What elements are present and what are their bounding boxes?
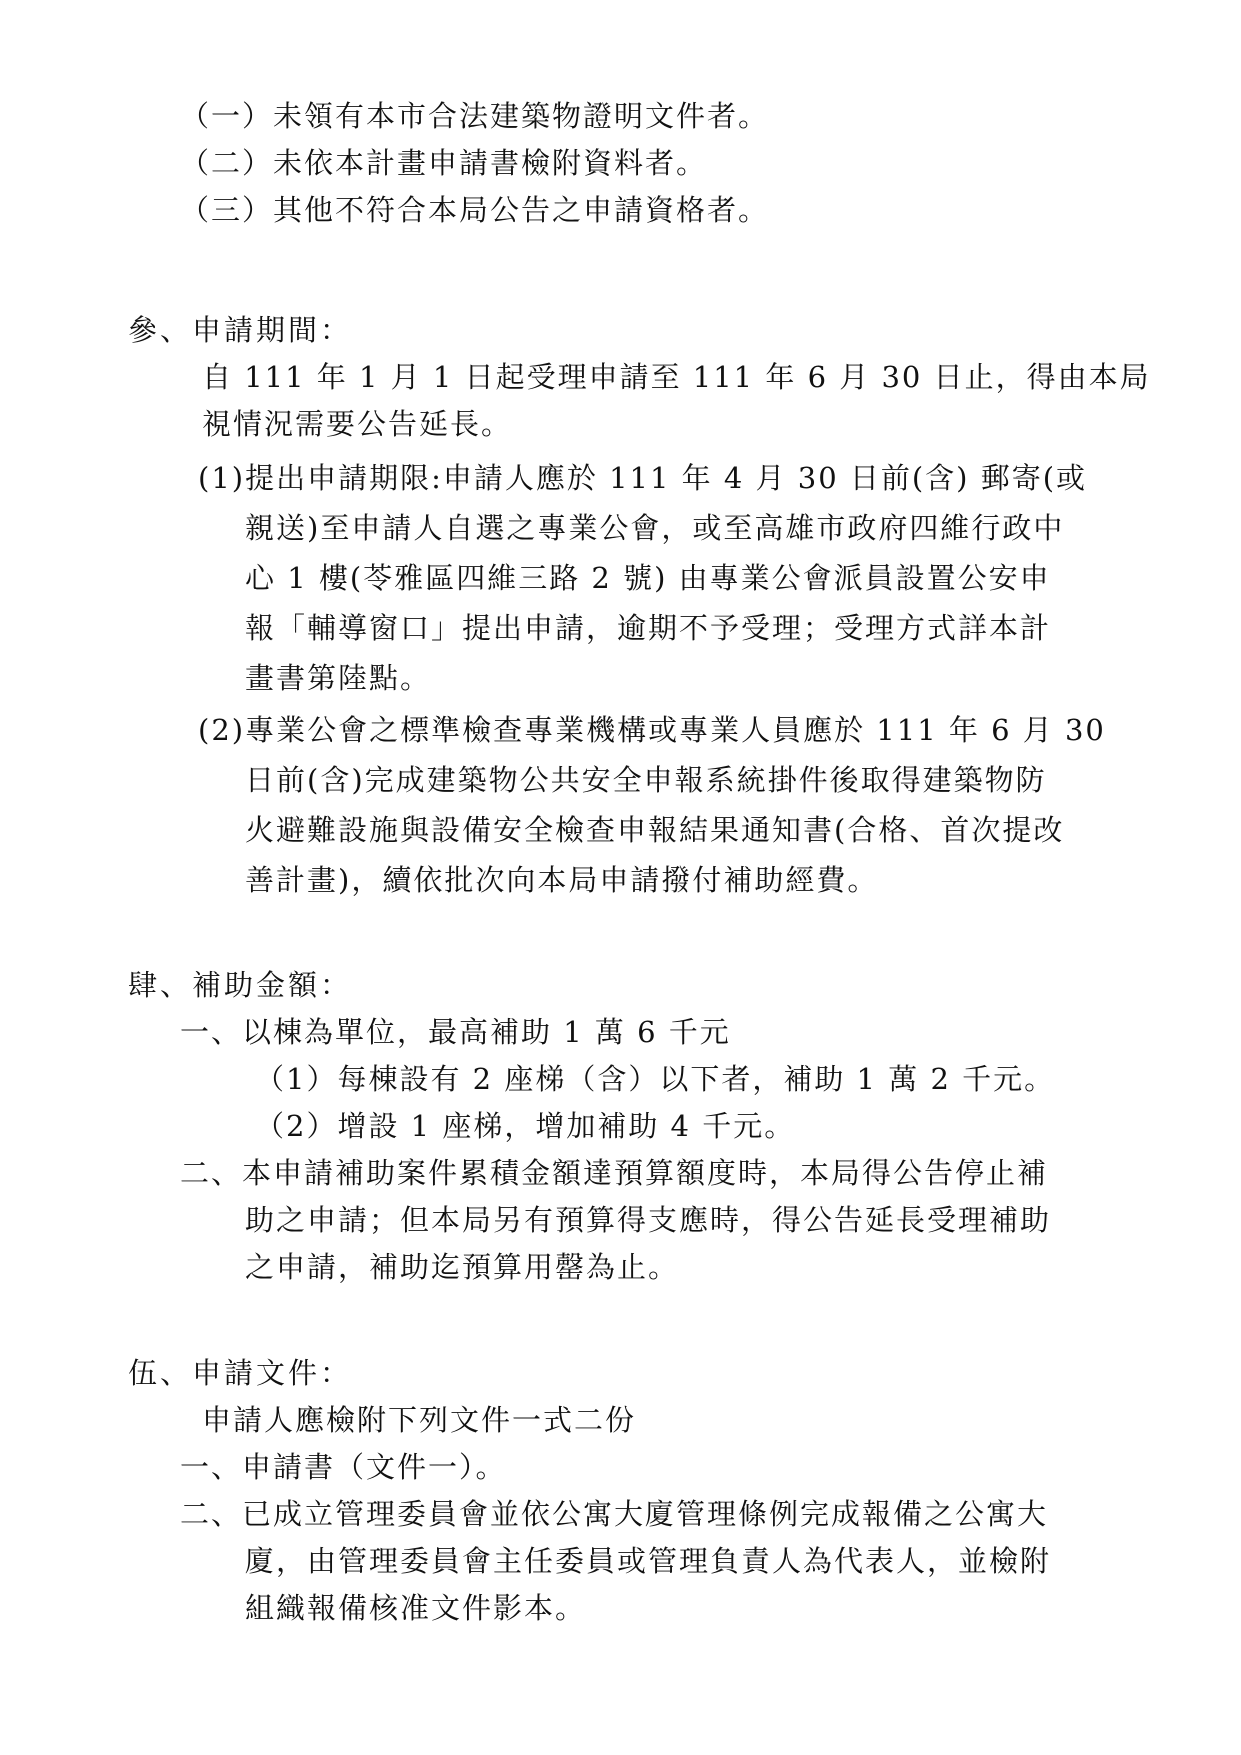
section4-item1: 一、以棟為單位，最高補助 1 萬 6 千元 xyxy=(180,1015,731,1049)
section3-item1-line-5: 畫書第陸點。 xyxy=(245,661,432,695)
section3-item2-line-4: 善計畫)，續依批次向本局申請撥付補助經費。 xyxy=(245,863,879,897)
section3-item1-line-1: (1)提出申請期限:申請人應於 111 年 4 月 30 日前(含) 郵寄(或 xyxy=(198,461,1088,495)
section5-item1: 一、申請書（文件一）。 xyxy=(180,1450,507,1484)
section3-item2-line-1: (2)專業公會之標準檢查專業機構或專業人員應於 111 年 6 月 30 xyxy=(198,713,1106,747)
section3-para-line-1: 自 111 年 1 月 1 日起受理申請至 111 年 6 月 30 日止，得由本局 xyxy=(202,360,1151,394)
section4-item2-line-2: 助之申請；但本局另有預算得支應時，得公告延長受理補助 xyxy=(245,1203,1052,1237)
section4-item2-line-1: 二、本申請補助案件累積金額達預算額度時，本局得公告停止補 xyxy=(180,1156,1049,1190)
section5-item2-line-1: 二、已成立管理委員會並依公寓大廈管理條例完成報備之公寓大 xyxy=(180,1497,1049,1531)
section4-item2-line-3: 之申請，補助迄預算用罄為止。 xyxy=(245,1250,680,1284)
section4-sub-1: （1）每棟設有 2 座梯（含）以下者，補助 1 萬 2 千元。 xyxy=(255,1062,1056,1096)
section3-para-line-2: 視情況需要公告延長。 xyxy=(202,407,513,441)
section3-item2-line-3: 火避難設施與設備安全檢查申報結果通知書(合格、首次提改 xyxy=(245,813,1065,847)
section5-item2-line-2: 廈，由管理委員會主任委員或管理負責人為代表人，並檢附 xyxy=(245,1544,1052,1578)
section3-item1-line-2: 親送)至申請人自選之專業公會，或至高雄市政府四維行政中 xyxy=(245,511,1065,545)
section3-item1-line-3: 心 1 樓(苓雅區四維三路 2 號) 由專業公會派員設置公安申 xyxy=(245,561,1051,595)
section4-heading: 肆、補助金額： xyxy=(128,968,353,1002)
intro-item-3: （三）其他不符合本局公告之申請資格者。 xyxy=(180,193,770,227)
section5-item2-line-3: 組織報備核准文件影本。 xyxy=(245,1591,587,1625)
intro-item-1: （一）未領有本市合法建築物證明文件者。 xyxy=(180,99,770,133)
section5-intro: 申請人應檢附下列文件一式二份 xyxy=(202,1403,637,1437)
section5-heading: 伍、申請文件： xyxy=(128,1356,353,1390)
intro-item-2: （二）未依本計畫申請書檢附資料者。 xyxy=(180,146,708,180)
section3-item1-line-4: 報「輔導窗口」提出申請，逾期不予受理；受理方式詳本計 xyxy=(245,611,1052,645)
section3-item2-line-2: 日前(含)完成建築物公共安全申報系統掛件後取得建築物防 xyxy=(245,763,1047,797)
section3-heading: 參、申請期間： xyxy=(128,313,353,347)
section4-sub-2: （2）增設 1 座梯，增加補助 4 千元。 xyxy=(255,1109,796,1143)
